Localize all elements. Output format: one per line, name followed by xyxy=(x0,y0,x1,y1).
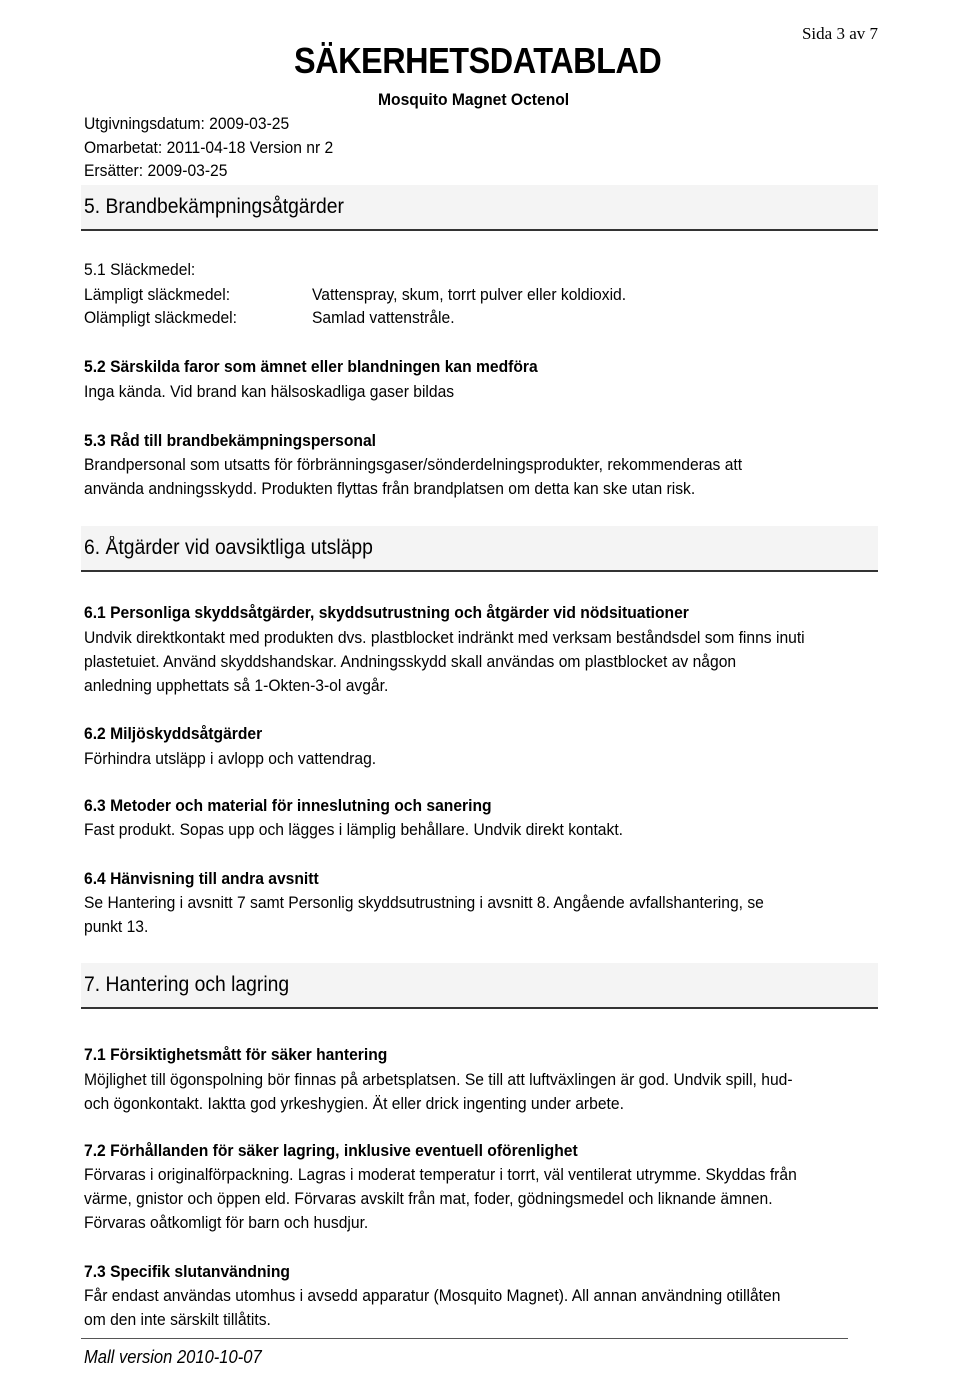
issue-date: Utgivningsdatum: 2009-03-25 xyxy=(84,114,290,133)
s53-title: 5.3 Råd till brandbekämpningspersonal xyxy=(84,431,377,450)
s72-line: Förvaras oåtkomligt för barn och husdjur. xyxy=(84,1213,369,1232)
s51-title: 5.1 Släckmedel: xyxy=(84,260,196,279)
page-current: 3 xyxy=(836,24,845,43)
replaces-info: Ersätter: 2009-03-25 xyxy=(84,161,228,180)
s73-line: om den inte särskilt tillåtits. xyxy=(84,1310,271,1329)
s63-text: Fast produkt. Sopas upp och lägges i lämplig behållare. Undvik direkt kontakt. xyxy=(84,820,624,839)
s62-text: Förhindra utsläpp i avlopp och vattendrag. xyxy=(84,749,377,768)
unsuitable-label: Olämpligt släckmedel: xyxy=(84,308,237,327)
section-7-heading-text: 7. Hantering och lagring xyxy=(84,973,290,996)
s53-line: Brandpersonal som utsatts för förbränningsgaser/sönderdelningsprodukter, rekommenderas att xyxy=(84,455,743,474)
s52-title: 5.2 Särskilda faror som ämnet eller blandningen kan medföra xyxy=(84,357,538,376)
s71-line: och ögonkontakt. Iaktta god yrkeshygien. Ät eller drick ingenting under arbete. xyxy=(84,1094,624,1113)
document-title: SÄKERHETSDATABLAD xyxy=(294,40,662,81)
s61-title: 6.1 Personliga skyddsåtgärder, skyddsutrustning och åtgärder vid nödsituationer xyxy=(84,603,689,622)
unsuitable-value: Samlad vattenstråle. xyxy=(312,308,455,327)
s61-line: anledning upphettats så 1-Okten-3-ol avgår. xyxy=(84,676,389,695)
suitable-value: Vattenspray, skum, torrt pulver eller koldioxid. xyxy=(312,285,627,304)
s72-line: värme, gnistor och öppen eld. Förvaras avskilt från mat, foder, gödningsmedel och liknande ämnen. xyxy=(84,1189,773,1208)
suitable-label: Lämpligt släckmedel: xyxy=(84,285,231,304)
page-number xyxy=(802,24,878,44)
section-7-heading xyxy=(81,963,878,1009)
page-label: Sida xyxy=(801,24,833,43)
section-5-heading-text: 5. Brandbekämpningsåtgärder xyxy=(84,195,344,218)
s62-title: 6.2 Miljöskyddsåtgärder xyxy=(84,724,263,743)
s64-line: punkt 13. xyxy=(84,917,149,936)
s72-title: 7.2 Förhållanden för säker lagring, inklusive eventuell oförenlighet xyxy=(84,1141,578,1160)
page-sep: av xyxy=(849,24,866,43)
s61-line: Undvik direktkontakt med produkten dvs. plastblocket indränkt med verksam beståndsdel som finns inuti xyxy=(84,628,805,647)
product-name: Mosquito Magnet Octenol xyxy=(378,90,570,109)
template-version: Mall version 2010-10-07 xyxy=(84,1347,262,1367)
s71-title: 7.1 Försiktighetsmått för säker hantering xyxy=(84,1045,388,1064)
s73-line: Får endast användas utomhus i avsedd apparatur (Mosquito Magnet). All annan användning otillåten xyxy=(84,1286,781,1305)
s72-line: Förvaras i originalförpackning. Lagras i moderat temperatur i torrt, väl ventilerat utrymme. Skyddas från xyxy=(84,1165,797,1184)
section-6-heading-text: 6. Åtgärder vid oavsiktliga utsläpp xyxy=(84,536,373,559)
s52-text: Inga kända. Vid brand kan hälsoskadliga gaser bildas xyxy=(84,382,455,401)
s63-title: 6.3 Metoder och material för inneslutning och sanering xyxy=(84,796,492,815)
revision-info: Omarbetat: 2011-04-18 Version nr 2 xyxy=(84,138,334,157)
s53-line: använda andningsskydd. Produkten flyttas från brandplatsen om detta kan ske utan risk. xyxy=(84,479,696,498)
page-total: 7 xyxy=(869,24,878,43)
section-6-heading xyxy=(81,526,878,572)
s71-line: Möjlighet till ögonspolning bör finnas på arbetsplatsen. Se till att luftväxlingen är god. Undvik spill, hud- xyxy=(84,1070,793,1089)
footer-divider xyxy=(81,1338,848,1339)
s64-line: Se Hantering i avsnitt 7 samt Personlig skyddsutrustning i avsnitt 8. Angående avfallshantering, se xyxy=(84,893,764,912)
s73-title: 7.3 Specifik slutanvändning xyxy=(84,1262,290,1281)
s61-line: plastetuiet. Använd skyddshandskar. Andningsskydd skall användas om plastblocket av någon xyxy=(84,652,737,671)
s64-title: 6.4 Hänvisning till andra avsnitt xyxy=(84,869,319,888)
section-5-heading xyxy=(81,185,878,231)
